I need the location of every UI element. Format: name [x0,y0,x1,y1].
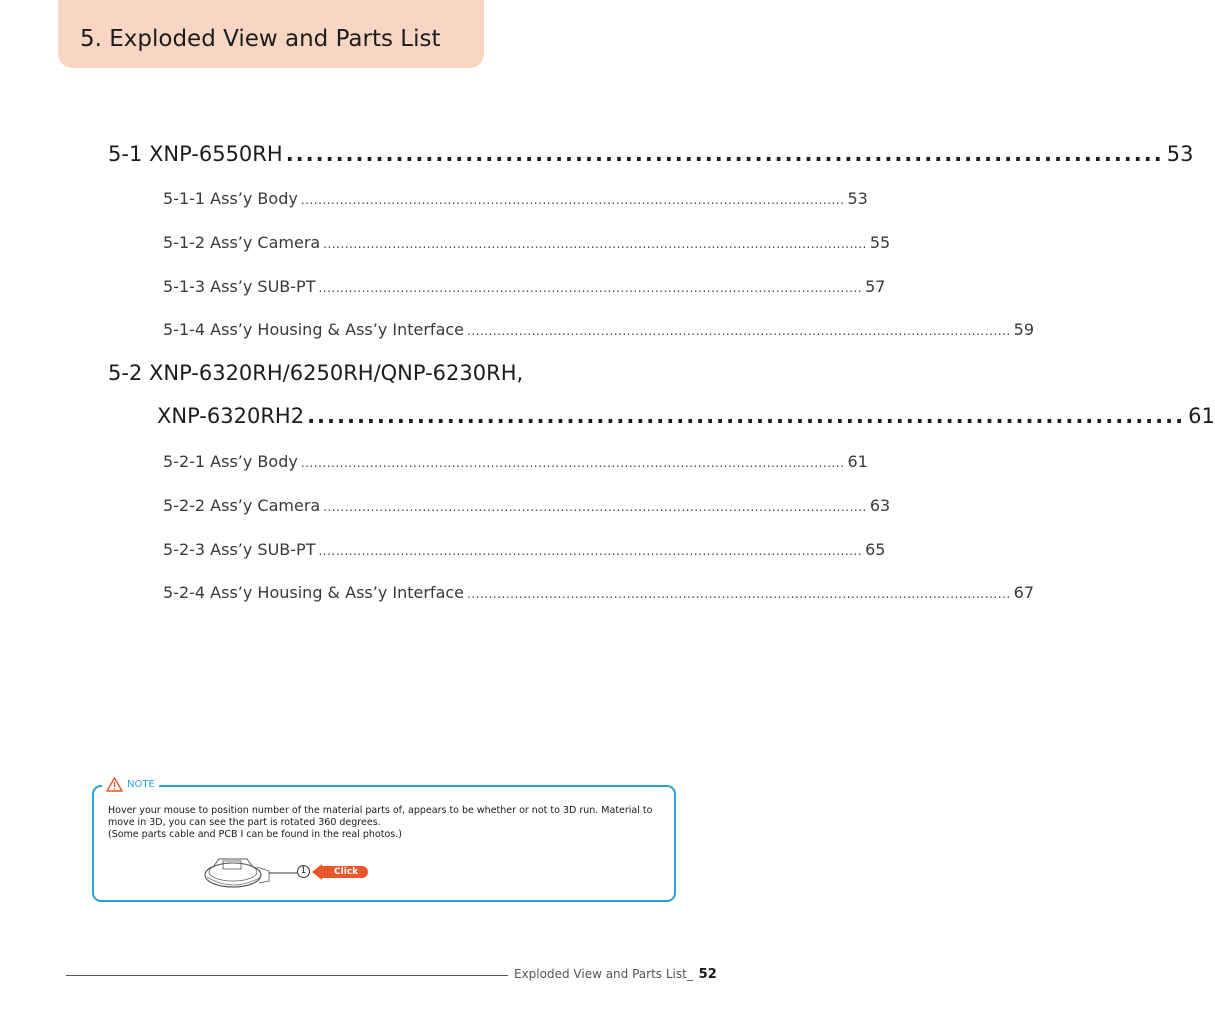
toc-entry-5-1-4[interactable] [163,320,1034,339]
toc-entry-page: 57 [865,277,886,296]
toc-leader-dots: .............................................................................................................................. [467,324,1011,338]
toc-entry-page: 67 [1013,583,1034,602]
toc-leader-dots: .............................................................................................................................. [318,281,863,295]
toc-entry-page: 55 [869,233,891,252]
toc-entry-label: 5-1-1 Ass’y Body [163,189,298,208]
toc-entry-label: 5-1 XNP-6550RH [108,142,283,166]
chapter-header [58,0,484,68]
toc-entry-page: 53 [847,189,868,208]
part-callout-number[interactable]: 1 [297,865,310,878]
toc-leader-dots: .............................................................................................................................. [318,544,863,558]
page-footer [514,967,717,982]
note-label: NOTE [127,779,155,790]
toc-leader-dots: .............................................................................................................................. [300,456,845,470]
click-button[interactable]: Click [316,866,368,878]
toc-entry-5-1-1[interactable] [163,189,868,208]
note-body [108,805,664,841]
note-line: Hover your mouse to position number of the material parts of, appears to be whether or not to 3D run. Material to move in 3D, you can see the part is rotated 360 degrees. [108,805,653,828]
toc-entry-5-1[interactable] [108,142,1194,166]
toc-entry-label: 5-1-4 Ass’y Housing & Ass’y Interface [163,320,465,339]
toc-entry-label: 5-2 XNP-6320RH/6250RH/QNP-6230RH, [108,361,524,385]
page-number: 52 [698,967,717,982]
toc-entry-5-2[interactable] [157,404,1215,428]
click-demo [199,855,379,895]
toc-entry-5-2-2[interactable] [163,496,891,515]
toc-leader-dots: ........................................................................................ [307,404,1186,428]
toc-entry-5-1-3[interactable] [163,277,886,296]
footer-divider [66,975,508,976]
toc-entry-5-2-4[interactable] [163,583,1034,602]
toc-entry-page: 61 [847,452,868,471]
camera-part-illustration [199,855,295,891]
note-box [92,779,676,902]
toc-entry-page: 63 [869,496,891,515]
toc-entry-5-1-2[interactable] [163,233,891,252]
toc-entry-page: 53 [1166,142,1194,166]
toc-entry-page: 65 [865,540,886,559]
toc-entry-page: 59 [1013,320,1034,339]
toc-entry-label: 5-2-4 Ass’y Housing & Ass’y Interface [163,583,465,602]
footer-section-title: Exploded View and Parts List_ [514,967,693,981]
toc-leader-dots: ........................................................................................ [285,142,1164,166]
toc-entry-label: 5-2-3 Ass’y SUB-PT [163,540,316,559]
toc-entry-label: 5-1-2 Ass’y Camera [163,233,321,252]
toc-entry-5-2-3[interactable] [163,540,886,559]
toc-leader-dots: .............................................................................................................................. [323,237,867,251]
toc-entry-label: XNP-6320RH2 [157,404,305,428]
toc-entry-label: 5-2-2 Ass’y Camera [163,496,321,515]
toc-leader-dots: .............................................................................................................................. [300,193,845,207]
toc-entry-5-2-line1[interactable] [108,361,523,385]
toc-entry-label: 5-2-1 Ass’y Body [163,452,298,471]
note-header [102,777,159,792]
note-line: (Some parts cable and PCB I can be found in the real photos.) [108,829,402,840]
toc-entry-label: 5-1-3 Ass’y SUB-PT [163,277,316,296]
warning-icon [106,777,123,792]
toc-entry-page: 61 [1188,404,1215,428]
toc-entry-5-2-1[interactable] [163,452,868,471]
toc-leader-dots: .............................................................................................................................. [323,500,867,514]
toc-leader-dots: .............................................................................................................................. [467,587,1011,601]
chapter-title: 5. Exploded View and Parts List [80,26,441,52]
